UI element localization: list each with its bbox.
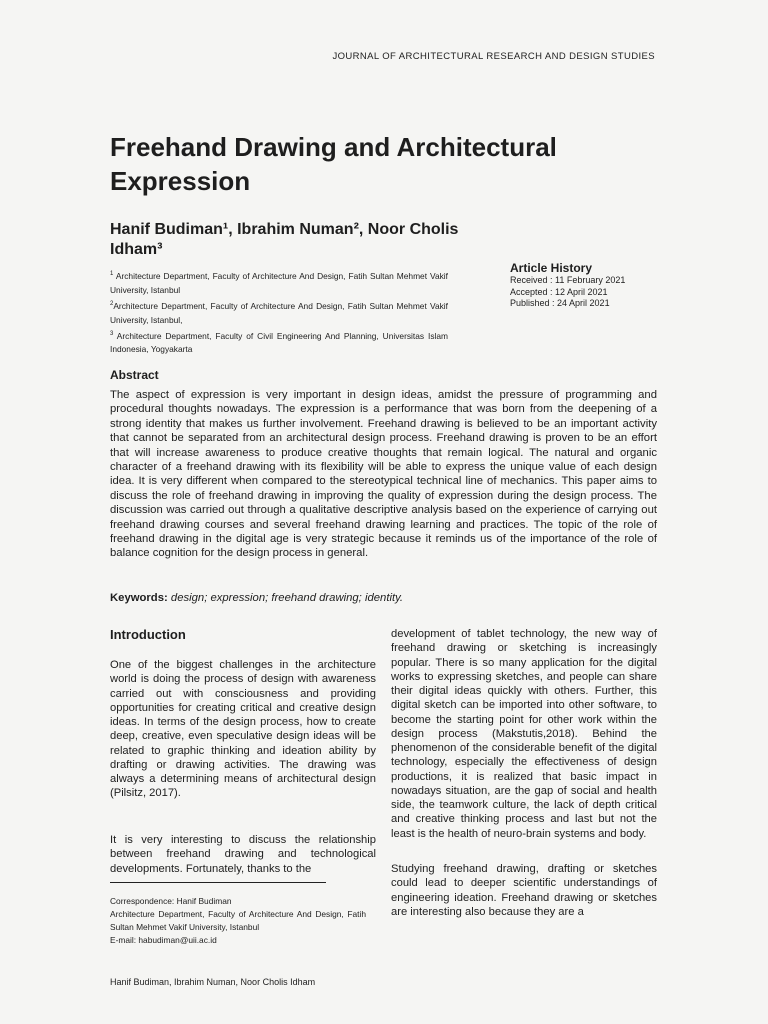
abstract-heading: Abstract [110, 368, 159, 382]
affiliation-1-marker: 1 [110, 271, 114, 277]
correspondence [110, 895, 366, 947]
correspondence-name: Correspondence: Hanif Budiman [110, 896, 232, 906]
affiliation-2-marker: 2 [110, 300, 114, 307]
received-date: Received : 11 February 2021 [510, 275, 626, 285]
intro-paragraph-4: Studying freehand drawing, drafting or sketches could lead to deeper scientific understandings of engineering ideation. Freehand drawing or sketches are interesting also because they are a [391, 863, 657, 918]
affiliation-3 [110, 327, 448, 357]
published-date: Published : 24 April 2021 [510, 298, 610, 308]
keywords-value: design; expression; freehand drawing; identity. [170, 592, 404, 604]
keywords [110, 592, 403, 604]
keywords-label: Keywords: [110, 592, 168, 604]
affiliation-1 [110, 267, 448, 297]
correspondence-address: Architecture Department, Faculty of Architecture And Design, Fatih Sultan Mehmet Vakif University, Istanbul [110, 909, 366, 932]
introduction-heading: Introduction [110, 627, 186, 642]
intro-paragraph-1: One of the biggest challenges in the architecture world is doing the process of design with awareness carried out with consciousness and providing opportunities for creating critical and creative design ideas. In terms of the design process, how to create deep, creative, even speculative design ideas will be related to graphic thinking and ideation ability by drafting or drawing activities. The drawing was always a determining means of architectural design (Pilsitz, 2017). [110, 659, 376, 800]
affiliation-2-text: Architecture Department, Faculty of Architecture And Design, Fatih Sultan Mehmet Vakif University, Istanbul, [110, 300, 448, 325]
article-history-heading: Article History [510, 261, 593, 275]
intro-paragraph-3: development of tablet technology, the new way of freehand drawing or sketching is increasingly popular. There is so many application for the digital works to expressing sketches, and people can share their digital ideas quickly with others. Further, this digital sketch can be imported into other software, to become the starting point for other work within the design process (Makstutis,2018). Behind the phenomenon of the considerable benefit of the digital technology, especially the effectiveness of design productions, it is realized that basic impact in nowadays situation, are the gap of social and health side, the teamwork culture, the lack of depth critical and creative thinking process and last but not the least is the health of neuro-brain systems and body. [391, 628, 657, 840]
affiliations [110, 267, 448, 356]
affiliation-2 [110, 297, 448, 327]
author-list: Hanif Budiman¹, Ibrahim Numan², Noor Cholis Idham³ [110, 221, 459, 258]
abstract-text: The aspect of expression is very important in design ideas, amidst the pressure of programming and procedural thoughts nowadays. The expression is a performance that was born from the deepening of a strong identity that makes us further involvement. Freehand drawing is believed to be an important activity that cannot be separated from an architectural design process. Freehand drawing is proven to be an effort that will increase awareness to produce creative thoughts that remain logical. The natural and organic character of a freehand drawing with its flexibility will be able to express the unique value of each design idea. It is very different when compared to the stereotypical technical line of mechanics. This paper aims to discuss the role of freehand drawing in improving the quality of expression during the design process. The discussion was carried out through a qualitative descriptive analysis based on the experience of carrying out freehand drawing courses and several freehand drawing learning and practices. The topic of the role of freehand drawing in the digital age is very strategic because it reminds us of the importance of the role of balance cognition for the design process in general. [110, 389, 657, 560]
intro-paragraph-2: It is very interesting to discuss the relationship between freehand drawing and technological developments. Fortunately, thanks to the [110, 834, 376, 875]
affiliation-3-text: Architecture Department, Faculty of Civil Engineering And Planning, Universitas Islam Indonesia, Yogyakarta [110, 330, 448, 355]
paper-title: Freehand Drawing and Architectural Expression [110, 132, 557, 196]
footnote-divider [110, 882, 326, 883]
affiliation-1-text: Architecture Department, Faculty of Architecture And Design, Fatih Sultan Mehmet Vakif University, Istanbul [110, 270, 448, 295]
accepted-date: Accepted : 12 April 2021 [510, 286, 608, 297]
correspondence-email: E-mail: habudiman@uii.ac.id [110, 935, 217, 945]
article-history [510, 261, 710, 310]
journal-name: JOURNAL OF ARCHITECTURAL RESEARCH AND DESIGN STUDIES [332, 51, 655, 62]
page-footer: Hanif Budiman, Ibrahim Numan, Noor Cholis Idham [110, 977, 316, 987]
affiliation-3-marker: 3 [110, 330, 114, 337]
